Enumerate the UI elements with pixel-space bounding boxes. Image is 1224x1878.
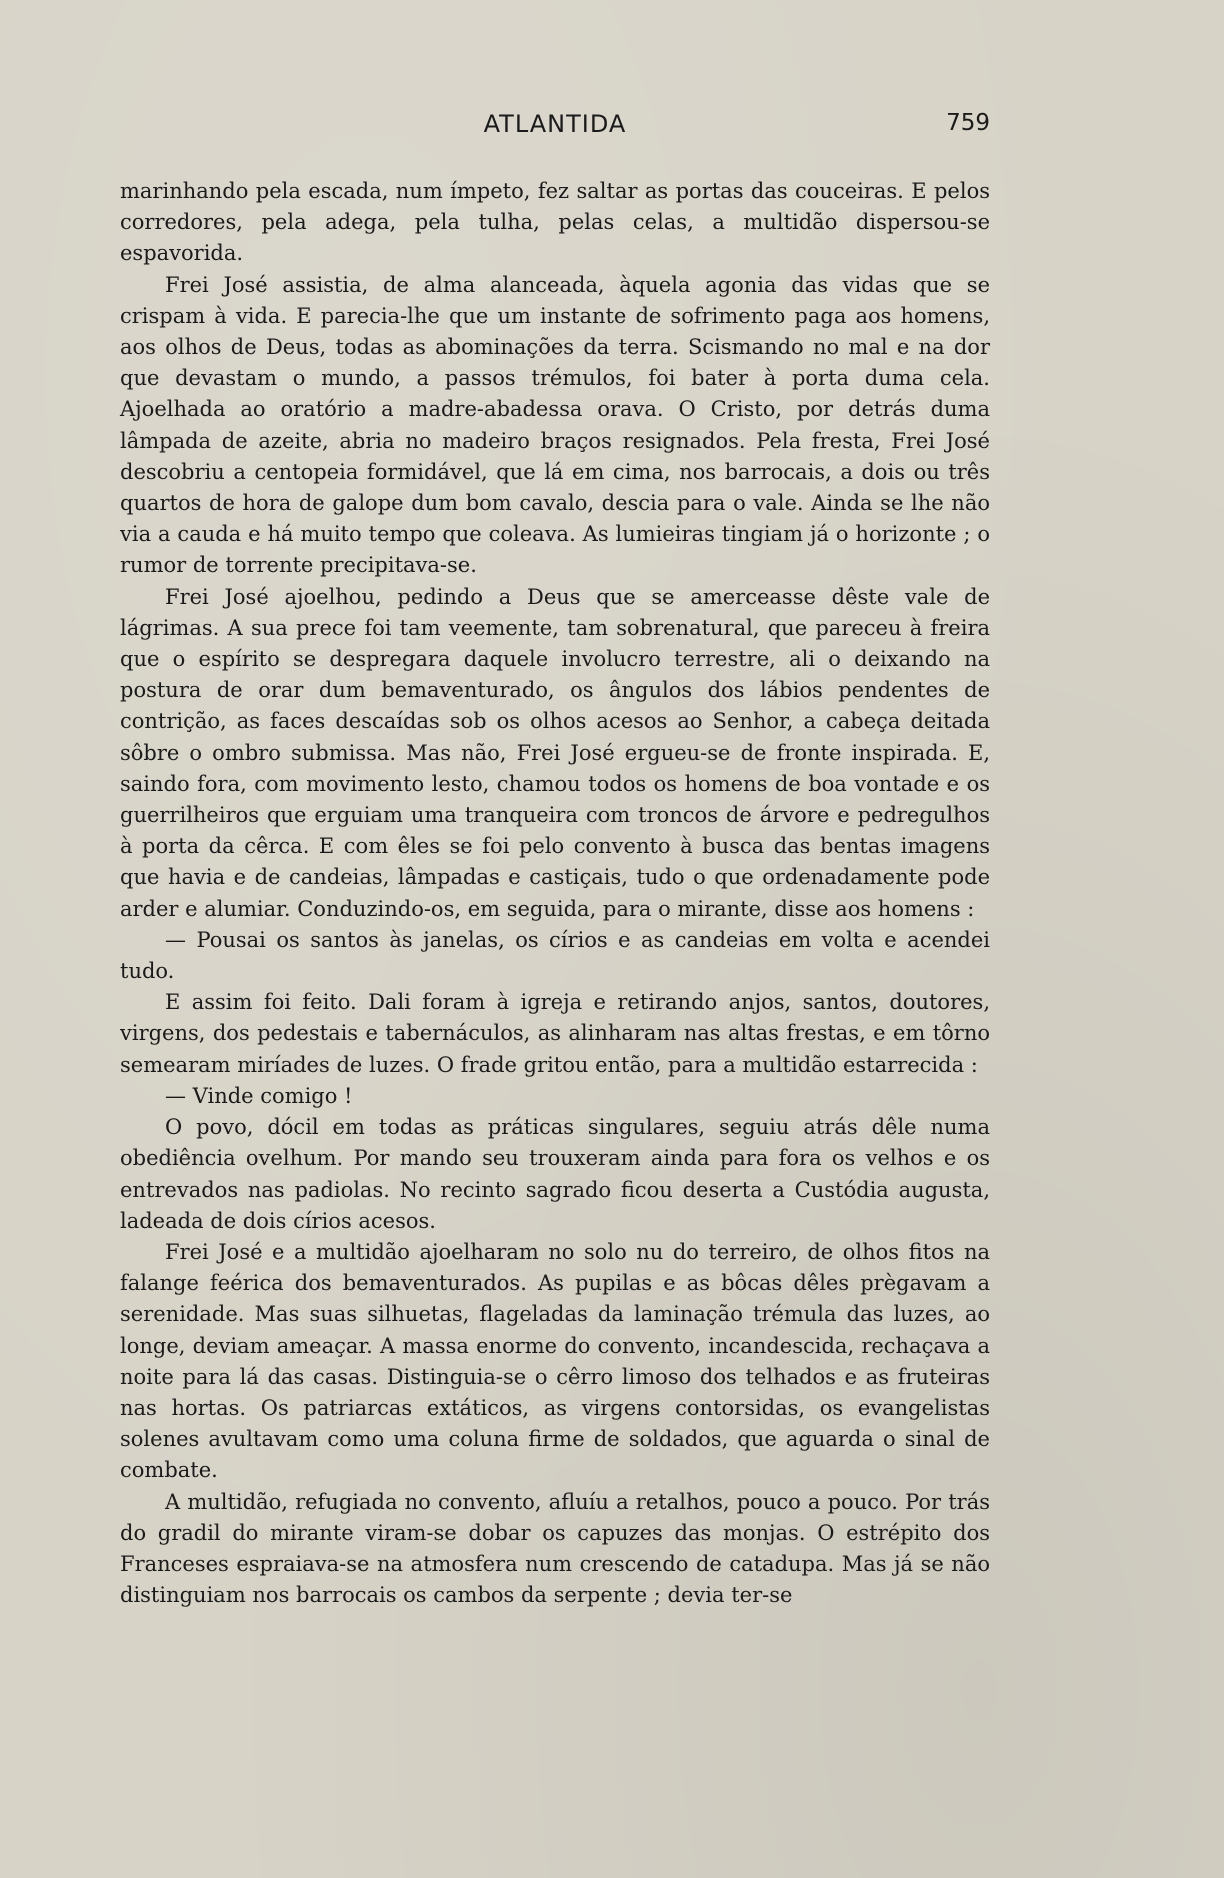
body-text xyxy=(120,176,990,1611)
page-header xyxy=(120,110,990,146)
paragraph: Frei José e a multidão ajoelharam no solo nu do terreiro, de olhos fitos na falange feérica dos bemaventurados. As pupilas e as bôcas dêles prègavam a serenidade. Mas suas silhuetas, flageladas da laminação trémula das luzes, ao longe, deviam ameaçar. A massa enorme do convento, incandescida, rechaçava a noite para lá das casas. Distinguia-se o cêrro limoso dos telhados e as fruteiras nas hortas. Os patriarcas extáticos, as virgens contorsidas, os evangelistas solenes avultavam como uma coluna firme de soldados, que aguarda o sinal de combate. xyxy=(120,1239,990,1483)
paragraph: marinhando pela escada, num ímpeto, fez saltar as portas das couceiras. E pelos corredores, pela adega, pela tulha, pelas celas, a multidão dispersou-se espavorida. xyxy=(120,179,990,266)
paragraph: E assim foi feito. Dali foram à igreja e retirando anjos, santos, doutores, virgens, dos pedestais e tabernáculos, as alinharam nas altas frestas, e em tôrno semearam miríades de luzes. O frade gritou então, para a multidão estarrecida : xyxy=(120,990,990,1077)
page-number: 759 xyxy=(946,110,990,136)
paragraph: Frei José ajoelhou, pedindo a Deus que se amerceasse dêste vale de lágrimas. A sua prece foi tam veemente, tam sobrenatural, que pareceu à freira que o espírito se despregara daquele involucro terrestre, ali o deixando na postura de orar dum bemaventurado, os ângulos dos lábios pendentes de contrição, as faces descaídas sob os olhos acesos ao Senhor, a cabeça deitada sôbre o ombro submissa. Mas não, Frei José ergueu-se de fronte inspirada. E, saindo fora, com movimento lesto, chamou todos os homens de boa vontade e os guerrilheiros que erguiam uma tranqueira com troncos de árvore e pedregulhos à porta da cêrca. E com êles se foi pelo convento à busca das bentas imagens que havia e de candeias, lâmpadas e castiçais, tudo o que ordenadamente pode arder e alumiar. Conduzindo-os, em seguida, para o mirante, disse aos homens : xyxy=(120,584,990,921)
paragraph: O povo, dócil em todas as práticas singulares, seguiu atrás dêle numa obediência ovelhum. Por mando seu trouxeram ainda para fora os velhos e os entrevados nas padiolas. No recinto sagrado ficou deserta a Custódia augusta, ladeada de dois círios acesos. xyxy=(120,1115,990,1233)
dialogue-line: — Pousai os santos às janelas, os círios e as candeias em volta e acendei tudo. xyxy=(120,927,990,984)
running-title: ATLANTIDA xyxy=(483,110,627,138)
dialogue-line: — Vinde comigo ! xyxy=(165,1083,353,1108)
paragraph: A multidão, refugiada no convento, afluíu a retalhos, pouco a pouco. Por trás do gradil do mirante viram-se dobar os capuzes das monjas. O estrépito dos Franceses espraiava-se na atmosfera num crescendo de catadupa. Mas já se não distinguiam nos barrocais os cambos da serpente ; devia ter-se xyxy=(120,1489,990,1608)
paragraph: Frei José assistia, de alma alanceada, àquela agonia das vidas que se crispam à vida. E parecia-lhe que um instante de sofrimento paga aos homens, aos olhos de Deus, todas as abominações da terra. Scismando no mal e na dor que devastam o mundo, a passos trémulos, foi bater à porta duma cela. Ajoelhada ao oratório a madre-abadessa orava. O Cristo, por detrás duma lâmpada de azeite, abria no madeiro braços resignados. Pela fresta, Frei José descobriu a centopeia formidável, que lá em cima, nos barrocais, a dois ou três quartos de hora de galope dum bom cavalo, descia para o vale. Ainda se lhe não via a cauda e há muito tempo que coleava. As lumieiras tingiam já o horizonte ; o rumor de torrente precipitava-se. xyxy=(120,272,990,578)
